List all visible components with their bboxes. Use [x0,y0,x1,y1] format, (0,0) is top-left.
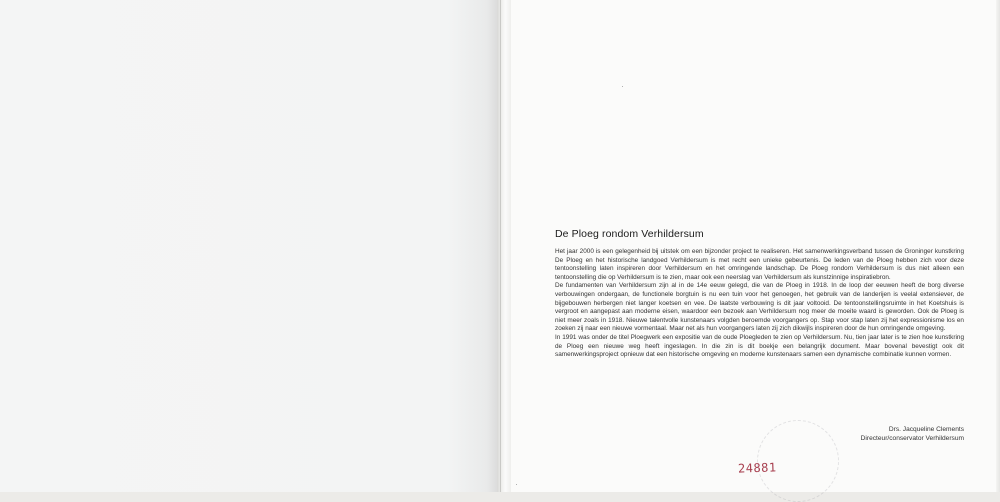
paper-speck [622,86,623,87]
signature-role: Directeur/conservator Verhildersum [860,434,964,442]
article-paragraph: In 1991 was onder de titel Ploegwerk een expositie van de oude Ploegleden te zien op Verhildersum. Nu, tien jaar later is te zien hoe kunstkring de Ploeg een nieuwe weg heeft ingeslagen. In die zin is dit boekje een belangrijk document. Maar bovenal bevestigt ook dit samenwerkingsproject opnieuw dat een historische omgeving en moderne kunstenaars samen een dynamische combinatie kunnen vormen. [555,333,964,359]
inventory-stamp-number: 24881 [737,460,777,476]
article-title: De Ploeg rondom Verhildersum [555,228,704,240]
article-paragraph: De fundamenten van Verhildersum zijn al in de 14e eeuw gelegd, die van de Ploeg in 1918. In de loop der eeuwen heeft de borg diverse verbouwingen ondergaan, de functionele borgtuin is nu een tuin voor het genoegen, het gebruik van de landerijen is veelal extensiever, de bijgebouwen herbergen niet langer koetsen en vee. De laatste verbouwing is dit jaar voltooid. De tentoonstellingsruimte in het Koetshuis is vergroot en aangepast aan moderne eisen, waardoor een bezoek aan Verhildersum nog meer de moeite waard is geworden. Ook de Ploeg is niet meer zoals in 1918. Nieuwe talentvolle kunstenaars volgden beroemde voorgangers op. Stap voor stap laten zij het expressionisme los en zoeken zij naar een nieuwe vormentaal. Maar net als hun voorgangers laten zij zich dikwijls inspireren door de hun omringende omgeving. [555,282,964,333]
article-paragraph: Het jaar 2000 is een gelegenheid bij uitstek om een bijzonder project te realiseren. Het samenwerkingsverband tussen de Groninger kunstkring De Ploeg en het historische landgoed Verhildersum is met recht een unieke gebeurtenis. De leden van de Ploeg hebben zich voor deze tentoonstelling laten inspireren door Verhildersum en het omringende landschap. De Ploeg rondom Verhildersum is dus niet alleen een tentoonstelling die op Verhildersum is te zien, maar ook een neerslag van Verhildersum als kunstzinnige inspiratiebron. [555,248,964,281]
paper-speck [516,484,517,485]
article [555,228,964,360]
gutter-fold-line [500,0,501,492]
signature-name: Drs. Jacqueline Clements [888,426,964,433]
signature-block [861,426,964,444]
page-edge-shadow [996,0,1000,492]
left-blank-page [0,0,497,492]
